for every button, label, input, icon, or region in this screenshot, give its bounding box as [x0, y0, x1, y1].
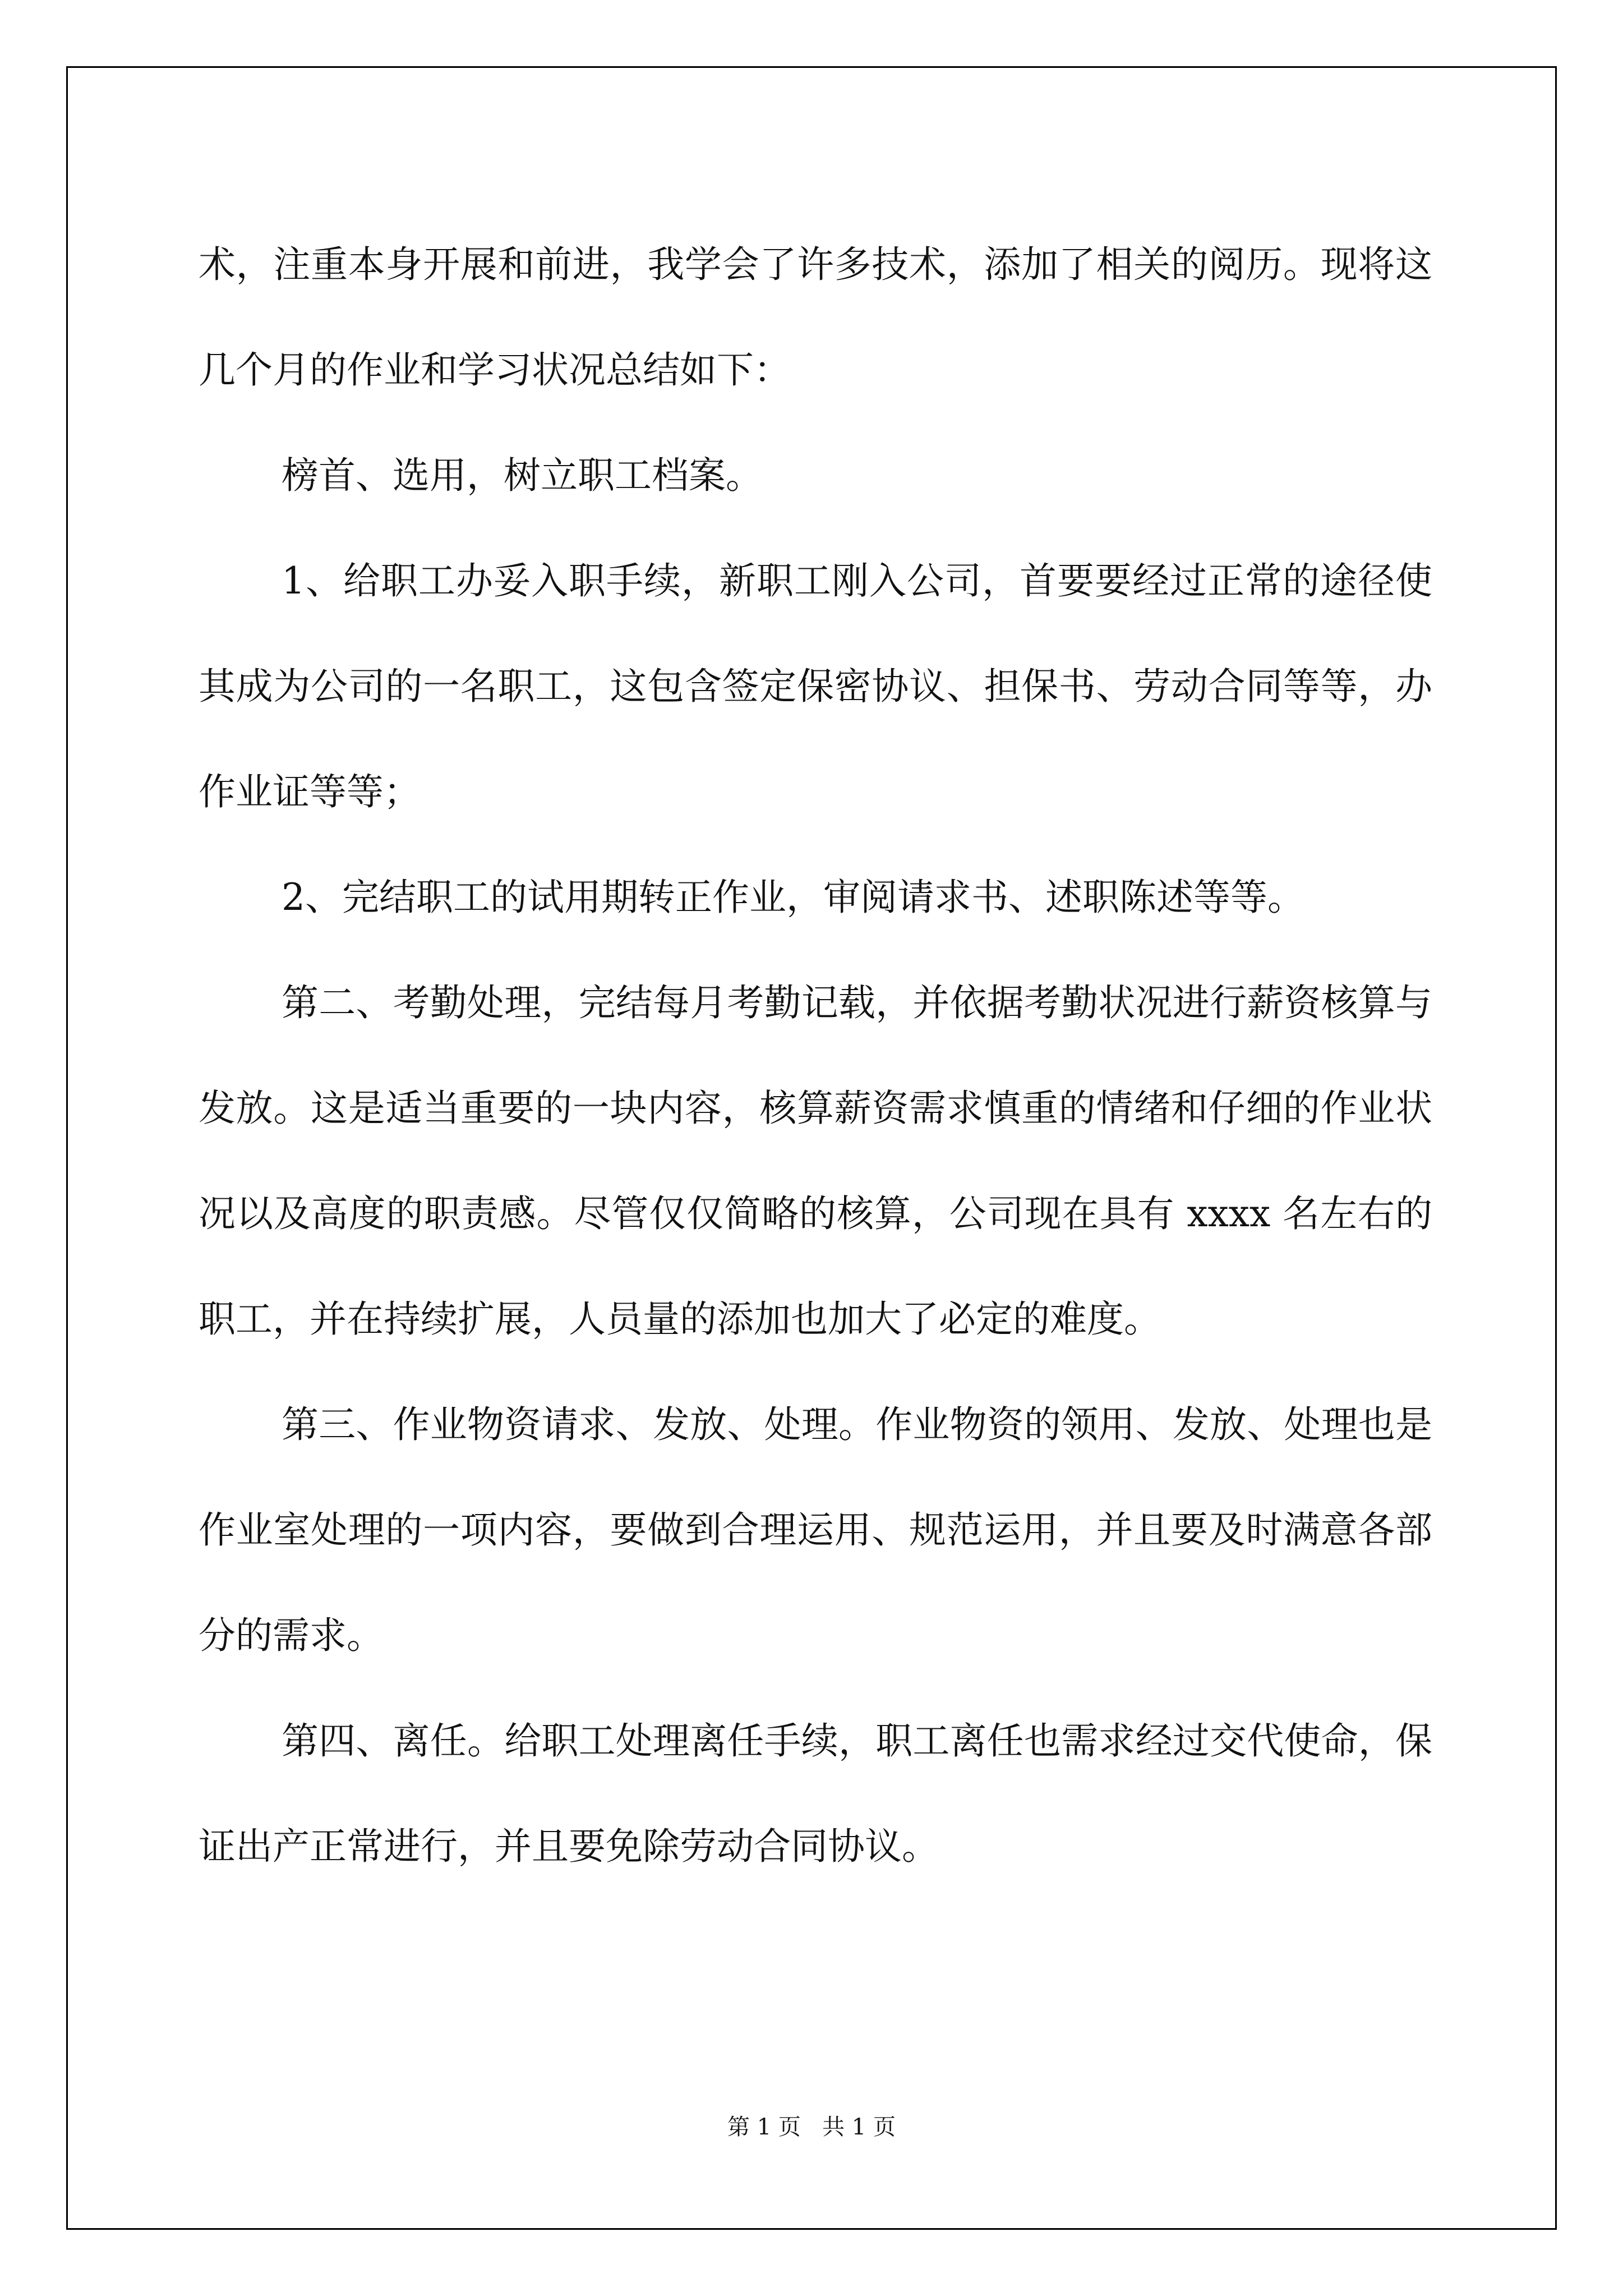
- paragraph-7: 第四、离任。给职工处理离任手续，职工离任也需求经过交代使命，保证出产正常进行，并且要免除劳动合同协议。: [199, 1719, 1432, 1868]
- paragraph-3: 1、给职工办妥入职手续，新职工刚入公司，首要要经过正常的途径使其成为公司的一名职工，这包含签定保密协议、担保书、劳动合同等等，办作业证等等；: [199, 559, 1432, 813]
- paragraph-2: 榜首、选用，树立职工档案。: [282, 454, 763, 497]
- page-footer: 第 1 页 共 1 页: [727, 2114, 896, 2140]
- paragraph-1: 术，注重本身开展和前进，我学会了许多技术，添加了相关的阅历。现将这几个月的作业和学习状况总结如下：: [199, 243, 1432, 392]
- paragraph-4: 2、完结职工的试用期转正作业，审阅请求书、述职陈述等等。: [282, 876, 1304, 919]
- paragraph-5: 第二、考勤处理，完结每月考勤记载，并依据考勤状况进行薪资核算与发放。这是适当重要的一块内容，核算薪资需求慎重的情绪和仔细的作业状况以及高度的职责感。尽管仅仅简略的核算，公司现在具有 xxxx 名左右的职工，并在持续扩展，人员量的添加也加大了必定的难度。: [199, 981, 1432, 1341]
- document-body: [199, 212, 1432, 1899]
- paragraph-6: 第三、作业物资请求、发放、处理。作业物资的领用、发放、处理也是作业室处理的一项内容，要做到合理运用、规范运用，并且要及时满意各部分的需求。: [199, 1403, 1432, 1657]
